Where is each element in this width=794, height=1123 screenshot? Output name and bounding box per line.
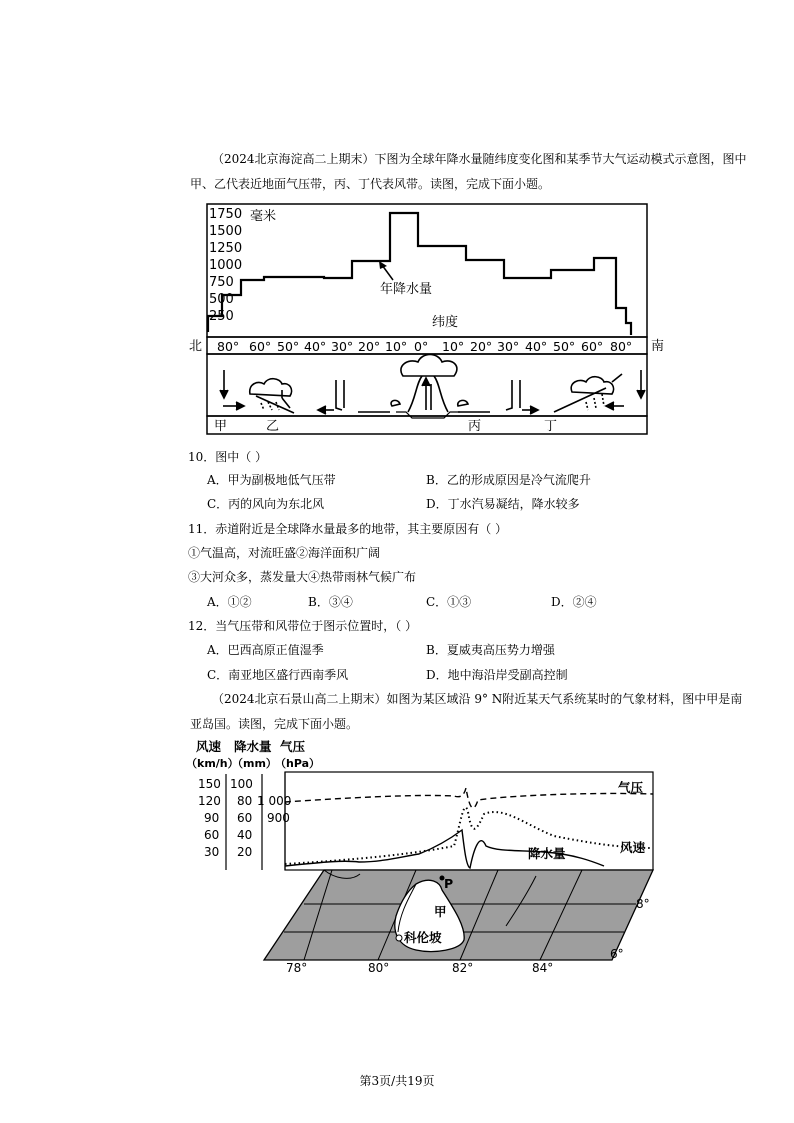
lat-label-8: 8°: [636, 897, 650, 911]
q10-option-b: B．乙的形成原因是冷气流爬升: [426, 473, 591, 487]
wind-curve: [285, 807, 653, 864]
ytick-1500: 1500: [209, 224, 243, 239]
north-label: 北: [189, 339, 203, 354]
q11-option-b: B．③④: [308, 595, 353, 609]
wind-tick: 30: [204, 845, 220, 859]
lat-label: 20°: [358, 339, 381, 354]
q12-stem: 12．当气压带和风带位于图示位置时，（ ）: [188, 619, 418, 633]
lat-label: 50°: [277, 339, 300, 354]
ytick-250: 250: [209, 309, 234, 324]
q10-stem: 10．图中（ ）: [188, 450, 268, 464]
lat-label: 60°: [581, 339, 604, 354]
lon-label: 80°: [368, 961, 390, 972]
xlabel: 纬度: [432, 315, 459, 330]
unit-rain: （mm）: [232, 757, 277, 770]
pressure-curve: [285, 788, 653, 808]
wind-tick: 60: [204, 828, 220, 842]
ytick-750: 750: [209, 275, 234, 290]
lon-label: 78°: [286, 961, 308, 972]
lat-label: 30°: [331, 339, 354, 354]
rain-tick: 60: [237, 811, 253, 825]
lat-label: 60°: [249, 339, 272, 354]
rain-tick: 100: [230, 777, 253, 791]
q11-line-2: ③大河众多，蒸发量大④热带雨林气候广布: [188, 570, 417, 584]
lat-label: 80°: [610, 339, 633, 354]
weather-system-figure: [184, 736, 668, 972]
label-p: P: [444, 876, 454, 891]
page-footer: 第3页/共19页: [359, 1074, 435, 1088]
pressure-tick: 900: [267, 811, 290, 825]
lat-label: 10°: [442, 339, 465, 354]
rain-tick: 80: [237, 794, 253, 808]
lat-label: 0°: [414, 339, 429, 354]
q11-stem: 11．赤道附近是全球降水量最多的地带，其主要原因有（ ）: [188, 522, 508, 536]
q12-option-d: D．地中海沿岸受副高控制: [426, 668, 568, 682]
q10-option-c: C．丙的风向为东北风: [207, 497, 325, 511]
lat-label: 10°: [385, 339, 408, 354]
south-label: 南: [651, 339, 665, 354]
ytick-1250: 1250: [209, 241, 243, 256]
lat-label: 30°: [497, 339, 520, 354]
rain-tick: 40: [237, 828, 253, 842]
label-yi: 乙: [266, 419, 280, 434]
ytick-500: 500: [209, 292, 234, 307]
label-bing: 丙: [468, 419, 482, 434]
unit-wind: （km/h）: [186, 757, 239, 770]
label-ding: 丁: [544, 419, 558, 434]
lat-label: 80°: [217, 339, 240, 354]
lat-label: 40°: [304, 339, 327, 354]
lat-label-6: 6°: [610, 947, 624, 961]
wind-tick: 150: [198, 777, 221, 791]
precipitation-latitude-figure: [186, 198, 670, 442]
precipitation-curve: [208, 213, 631, 335]
lat-label: 20°: [470, 339, 493, 354]
label-rain: 降水量: [528, 846, 566, 861]
q11-line-1: ①气温高，对流旺盛②海洋面积广阔: [188, 546, 381, 560]
q11-option-a: A．①②: [207, 595, 252, 609]
unit-label: 毫米: [250, 209, 277, 224]
header-wind: 风速: [196, 739, 222, 754]
intro-paragraph-2: （2024北京石景山高二上期末）如图为某区域沿 9° N附近某天气系统某时的气象材料，图中甲是南亚岛国。读图，完成下面小题。: [190, 692, 743, 731]
q12-option-a: A．巴西高原正值湿季: [207, 643, 324, 657]
pressure-tick: 1 000: [257, 794, 292, 808]
q11-option-c: C．①③: [426, 595, 472, 609]
circulation-diagram: [220, 355, 645, 419]
label-pressure: 气压: [618, 780, 644, 795]
header-pressure: 气压: [280, 739, 306, 754]
q10-option-a: A．甲为副极地低气压带: [207, 473, 336, 487]
q11-option-d: D．②④: [551, 595, 597, 609]
label-jia: 甲: [214, 419, 228, 434]
lat-label: 40°: [525, 339, 548, 354]
unit-pressure: （hPa）: [275, 757, 321, 770]
intro-paragraph-1: （2024北京海淀高二上期末）下图为全球年降水量随纬度变化图和某季节大气运动模式示意图，图中甲、乙代表近地面气压带，丙、丁代表风带。读图，完成下面小题。: [190, 152, 747, 191]
q12-option-b: B．夏威夷高压势力增强: [426, 643, 555, 657]
rain-tick: 20: [237, 845, 253, 859]
label-jia-island: 甲: [434, 904, 447, 919]
label-wind: 风速: [620, 840, 646, 855]
q10-option-d: D．丁水汽易凝结，降水较多: [426, 497, 580, 511]
ytick-1750: 1750: [209, 207, 243, 222]
wind-tick: 90: [204, 811, 220, 825]
lon-label: 84°: [532, 961, 554, 972]
ytick-1000: 1000: [209, 258, 243, 273]
lon-label: 82°: [452, 961, 474, 972]
label-colombo: 科伦坡: [404, 930, 442, 945]
q12-option-c: C．南亚地区盛行西南季风: [207, 668, 349, 682]
header-rain: 降水量: [234, 739, 272, 754]
curve-label: 年降水量: [380, 282, 433, 297]
lat-label: 50°: [553, 339, 576, 354]
wind-tick: 120: [198, 794, 221, 808]
